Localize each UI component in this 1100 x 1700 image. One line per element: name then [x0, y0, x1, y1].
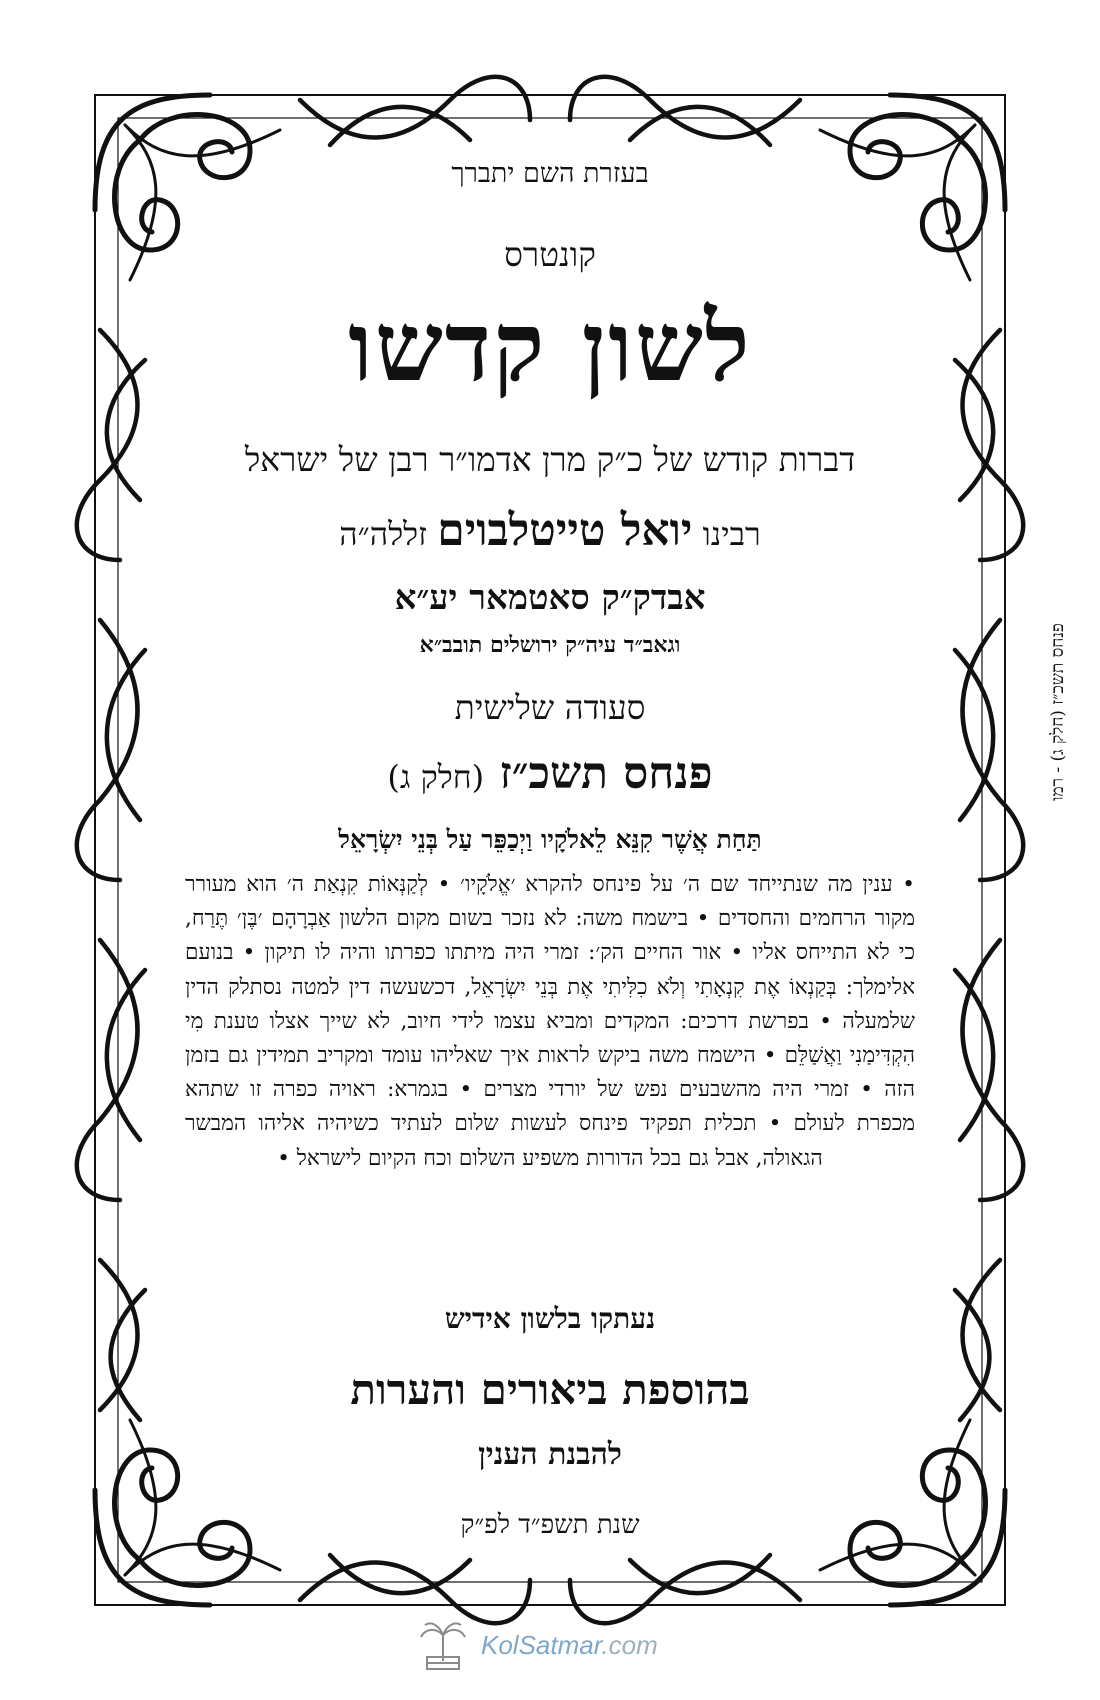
brand-name: KolSatmar: [481, 1629, 602, 1660]
author-position: אבדק״ק סאטמאר יע״א: [394, 578, 706, 618]
occasion-meal: סעודה שלישית: [454, 688, 646, 727]
watermark-brand: [481, 1630, 658, 1661]
verse-heading: תַּחַת אֲשֶׁר קִנֵּא לֵאלֹקָיו וַיְכַפֵּר עַל בְּנֵי יִשְׂרָאֵל: [338, 825, 762, 854]
palm-tree-book-icon: [415, 1617, 471, 1673]
author-line: [175, 505, 925, 556]
occasion-parsha: [175, 748, 925, 799]
summary-paragraph: • ענין מה שנתייחד שם ה׳ על פינחס להקרא ׳אֱלֹקָיו׳ • לְקַנְּאוֹת קִנְאַת ה׳ הוא מעורר מקור הרחמים והחסדים • בישמח משה: לא נזכר בשום מקום הלשון אַבְרָהָם ׳בֶּן׳ תֶּרַח, כי לא התייחס אליו • אור החיים הק׳: זמרי היה מיתתו כפרתו והיה לו תיקון • בנועם אלימלך: בְּקַנְאוֹ אֶת קִנְאָתִי וְלֹא כִלִּיתִי אֶת בְּנֵי יִשְׂרָאֵל, דכשעשה דין למטה נסתלק הדין שלמעלה • בפרשת דרכים: המקדים ומביא עצמו לידי חיוב, לא שייך אצלו טענת מִי הִקְדִּימַנִי וַאֲשַׁלֵּם • הישמח משה ביקש לראות איך שאליהו עומד ומקריב תמידין גם בזמן הזה • זמרי היה מהשבעים נפש של יורדי מצרים • בגמרא: ראויה כפרה זו שתהא מכפרת לעולם • תכלית תפקיד פינחס לעשות שלום לעתיד כשיהיה אליהו המבשר הגאולה, אבל גם בכל הדורות משפיע השלום וכח הקיום לישראל •: [185, 872, 915, 1171]
translation-note: נעתקו בלשון אידיש: [444, 1302, 656, 1335]
understanding-note: להבנת הענין: [478, 1437, 622, 1472]
brand-tld: .com: [601, 1629, 658, 1660]
running-head-caption: פנחס תשכ״ז (חלק ג) - רמו: [1048, 623, 1068, 801]
author-name: יואל טייטלבוים: [437, 505, 693, 556]
title-page: [175, 140, 925, 1540]
author-prefix: רבינו: [702, 515, 761, 553]
author-position-2: וגאב״ד עיה״ק ירושלים תובב״א: [419, 632, 681, 658]
author-intro: דברות קודש של כ״ק מרן אדמו״ר רבן של ישראל: [244, 440, 856, 479]
kuntres-label: קונטרס: [504, 235, 596, 274]
publication-year: שנת תשפ״ד לפ״ק: [460, 1510, 640, 1540]
book-title: לשון קדשו: [348, 290, 752, 403]
blessing-header: בעזרת השם יתברך: [451, 158, 649, 189]
additions-note: בהוספת ביאורים והערות: [350, 1365, 750, 1414]
parsha-part: (חלק ג): [387, 758, 485, 796]
kolsatmar-watermark[interactable]: [415, 1615, 695, 1675]
parsha-name: פנחס תשכ״ז: [499, 748, 713, 799]
author-suffix: זללה״ה: [339, 515, 428, 553]
